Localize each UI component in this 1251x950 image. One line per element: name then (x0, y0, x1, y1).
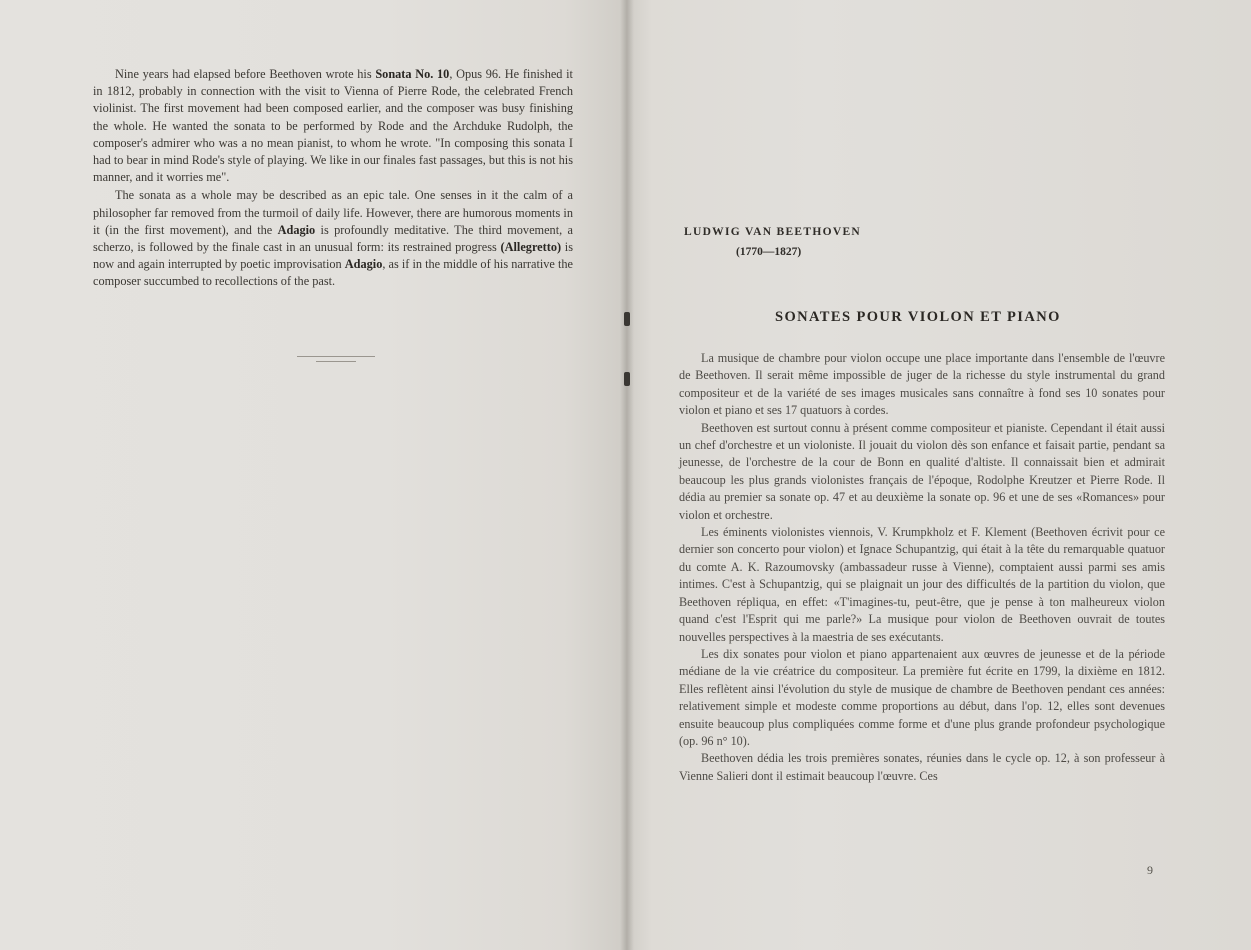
paragraph: La musique de chambre pour violon occupe une place importante dans l'ensemble de l'œuvre de Beethoven. Il serait même impossible de juger de la richesse du style instrumental du grand compositeur et de la variété de ses images musicales sans connaître à fond ses 10 sonates pour violon et piano et ses 17 quatuors à cordes. (679, 351, 1165, 418)
right-page-text (679, 350, 1165, 785)
paragraph: The sonata as a whole may be described as an epic tale. One senses in it the calm of a philosopher far removed from the turmoil of daily life. However, there are humorous moments in it (in the first movement), and the Adagio is profoundly meditative. The third movement, a scherzo, is followed by the finale cast in an unusual form: its restrained progress (Allegretto) is now and again interrupted by poetic improvisation Adagio, as if in the middle of his narrative the composer succumbed to recollections of the past. (93, 188, 574, 289)
binding-stitch (624, 372, 630, 386)
left-page-text (93, 66, 573, 291)
paragraph: Nine years had elapsed before Beethoven wrote his Sonata No. 10, Opus 96. He finished it in 1812, probably in connection with the visit to Vienna of Pierre Rode, the celebrated French violinist. The first movement had been composed earlier, and the composer was busy finishing the whole. He wanted the sonata to be performed by Rode and the Archduke Rudolph, the composer's admirer who was a no mean pianist, to whom he wrote. "In composing this sonata I had to bear in mind Rode's style of playing. We like in our finales fast passages, but this is not his manner, and it worries me". (93, 67, 573, 185)
paragraph: Beethoven est surtout connu à présent comme compositeur et pianiste. Cependant il était aussi un chef d'orchestre et un violoniste. Il jouait du violon dès son enfance et faisait partie, pendant sa jeunesse, de l'orchestre de la cour de Bonn en qualité d'altiste. Il connaissait bien et admirait beaucoup les plus grands violonistes français de l'époque, Rodolphe Kreutzer et Pierre Rode. Il dédia au premier sa sonate op. 47 et au deuxième la sonate op. 96 et une de ses «Romances» pour violon et orchestre. (679, 420, 1165, 522)
paragraph: Les éminents violonistes viennois, V. Krumpkholz et F. Klement (Beethoven écrivit pour ce dernier son concerto pour violon) et Ignace Schupantzig, qui était à la tête du remarquable quatuor du comte A. K. Razoumovsky (ambassadeur russe à Vienne), comptaient aussi parmi ses amis intimes. C'est à Schupantzig, qui se plaignait un jour des difficultés de la partition du violon, que Beethoven répliqua, en effet: «T'imagines-tu, peut-être, que je pense à ton malheureux violon quand c'est l'Esprit qui me parle?» La musique pour violon de Beethoven ouvrait de toutes nouvelles perspectives à la maestria de ses exécutants. (679, 525, 1165, 644)
section-divider-ornament (297, 356, 375, 362)
paragraph: Beethoven dédia les trois premières sonates, réunies dans le cycle op. 12, à son professeur à Vienne Salieri dont il estimait beaucoup l'œuvre. Ces (679, 751, 1165, 783)
author-dates: (1770—1827) (736, 246, 802, 258)
paragraph: Les dix sonates pour violon et piano appartenaient aux œuvres de jeunesse et de la période médiane de la vie créatrice du compositeur. La première fut écrite en 1799, la dixième en 1812. Elles reflètent ainsi l'évolution du style de musique de chambre de Beethoven pendant ces années: relativement simple et modeste comme proportions au début, dans l'op. 12, elles sont devenues ensuite beaucoup plus compliquées comme forme et d'une plus grande profondeur psychologique (op. 96 n° 10). (679, 646, 1165, 748)
author-name: LUDWIG VAN BEETHOVEN (684, 226, 862, 238)
book-gutter (620, 0, 634, 950)
page-number: 9 (1147, 863, 1153, 877)
section-title: SONATES POUR VIOLON ET PIANO (775, 309, 1061, 325)
binding-stitch (624, 312, 630, 326)
